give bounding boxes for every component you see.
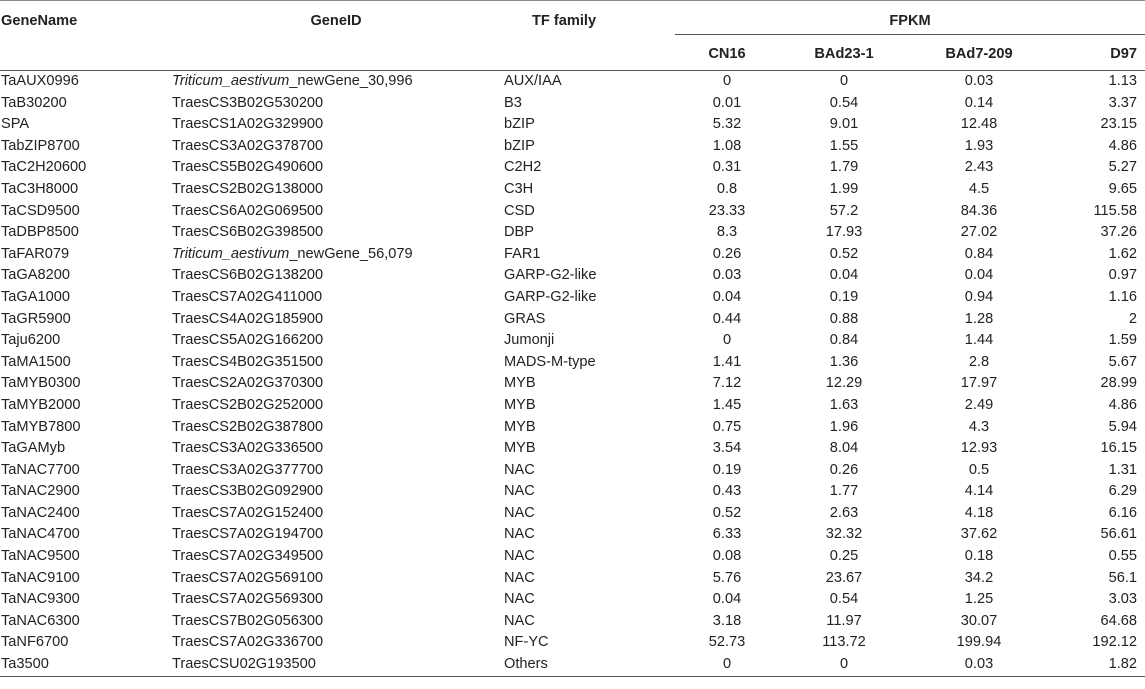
fpkm-d97-cell: 0.97 [1108,267,1138,284]
fpkm-bad7-209-cell: 0.03 [964,656,994,673]
table-row [0,179,1145,201]
tf-family-cell: NAC [504,461,535,478]
fpkm-bad23-1-cell: 1.63 [829,396,859,413]
gene-name-cell: Ta3500 [1,656,49,673]
table-row [0,136,1145,158]
gene-id-cell [170,201,502,223]
gene-id-text: TraesCS3A02G377700 [172,461,324,478]
fpkm-bad7-209-cell: 1.44 [964,332,994,349]
gene-name-cell: TaGA1000 [1,288,70,305]
header-bad23-1: BAd23-1 [814,45,874,62]
fpkm-cn16-cell: 8.3 [716,224,738,241]
fpkm-d97-cell: 192.12 [1092,634,1138,651]
gene-id-cell [170,611,502,633]
gene-id-cell [170,481,502,503]
fpkm-cn16-cell: 0.8 [716,180,738,197]
table-row [0,395,1145,417]
table-row [0,438,1145,460]
gene-name-cell: TaCSD9500 [1,202,80,219]
fpkm-bad23-1-cell: 0 [839,656,849,673]
gene-id-text: TraesCS5A02G166200 [172,332,324,349]
fpkm-bad7-209-cell: 2.8 [968,353,990,370]
fpkm-d97-cell: 3.03 [1108,591,1138,608]
gene-name-cell: TaNAC2900 [1,483,80,500]
header-fpkm: FPKM [889,13,931,29]
fpkm-cn16-cell: 1.45 [712,396,742,413]
table-row [0,352,1145,374]
fpkm-cn16-cell: 0 [722,73,732,89]
fpkm-cn16-cell: 0.44 [712,310,742,327]
fpkm-d97-cell: 1.62 [1108,245,1138,262]
fpkm-bad7-209-cell: 1.93 [964,137,994,154]
fpkm-bad23-1-cell: 11.97 [826,612,862,629]
header-tf-family: TF family [532,13,597,29]
gene-id-cell [170,93,502,115]
fpkm-bad23-1-cell: 0.54 [829,94,859,111]
fpkm-cn16-cell: 6.33 [712,526,742,543]
table-row [0,503,1145,525]
fpkm-bad23-1-cell: 9.01 [829,116,859,133]
gene-id-text: _newGene_30,996 [289,73,413,89]
tf-family-cell: NAC [504,591,535,608]
gene-name-cell: Taju6200 [1,332,61,349]
fpkm-bad7-209-cell: 4.18 [964,504,994,521]
fpkm-bad23-1-cell: 17.93 [825,224,863,241]
gene-id-cell [170,352,502,374]
fpkm-bad23-1-cell: 0.84 [829,332,859,349]
fpkm-bad7-209-cell: 17.97 [960,375,998,392]
table-row [0,222,1145,244]
table-row [0,568,1145,590]
gene-name-cell: TaNAC2400 [1,504,80,521]
fpkm-d97-cell: 1.31 [1108,461,1138,478]
fpkm-bad7-209-cell: 37.62 [960,526,998,543]
tf-family-cell: NAC [504,612,535,629]
gene-id-text: TraesCSU02G193500 [172,656,316,673]
fpkm-bad7-209-cell: 4.5 [968,180,990,197]
gene-id-species: Triticum_aestivum [172,245,290,262]
header-gene-id: GeneID [310,13,362,29]
fpkm-d97-cell: 1.59 [1108,332,1138,349]
gene-id-cell [170,460,502,482]
gene-id-text: TraesCS3B02G530200 [172,94,324,111]
gene-id-text: TraesCS5B02G490600 [172,159,324,176]
gene-name-cell: TaMYB0300 [1,375,81,392]
fpkm-bad7-209-cell: 1.25 [964,591,994,608]
fpkm-bad23-1-cell: 0.04 [829,267,859,284]
gene-id-cell [170,136,502,158]
fpkm-d97-cell: 37.26 [1100,224,1138,241]
fpkm-bad23-1-cell: 113.72 [822,634,866,651]
fpkm-bad23-1-cell: 1.77 [829,483,859,500]
fpkm-d97-cell: 6.29 [1108,483,1138,500]
gene-id-text: TraesCS1A02G329900 [172,116,324,133]
gene-name-cell: TaNAC9100 [1,569,80,586]
fpkm-bad23-1-cell: 1.36 [829,353,859,370]
table-row [0,481,1145,503]
gene-name-cell: TaGA8200 [1,267,70,284]
gene-id-text: TraesCS3A02G378700 [172,137,324,154]
gene-id-text: TraesCS7A02G569300 [172,591,324,608]
tf-family-cell: MYB [504,418,536,435]
fpkm-bad7-209-cell: 2.49 [964,396,994,413]
tf-family-cell: NAC [504,548,535,565]
fpkm-cn16-cell: 0.01 [712,94,742,111]
gene-id-text: TraesCS3A02G336500 [172,440,324,457]
table-row [0,373,1145,395]
gene-id-cell [170,373,502,395]
fpkm-bad23-1-cell: 8.04 [829,440,859,457]
fpkm-bad23-1-cell: 12.29 [825,375,863,392]
fpkm-cn16-cell: 0.03 [712,267,742,284]
gene-id-cell [170,589,502,611]
tf-family-cell: NF-YC [504,634,549,651]
tf-family-cell: DBP [504,224,535,241]
fpkm-d97-cell: 5.94 [1108,418,1138,435]
gene-id-cell [170,330,502,352]
gene-name-cell: TaGAMyb [1,440,66,457]
fpkm-bad7-209-cell: 0.84 [964,245,994,262]
tf-family-cell: GRAS [504,310,546,327]
fpkm-bad7-209-cell: 34.2 [964,569,994,586]
fpkm-bad7-209-cell: 0.94 [964,288,994,305]
tf-family-cell: Others [504,656,548,673]
tf-family-cell: MYB [504,396,536,413]
gene-name-cell: TaNAC4700 [1,526,80,543]
gene-name-cell: TabZIP8700 [1,137,80,154]
fpkm-d97-cell: 56.61 [1100,526,1138,543]
fpkm-d97-cell: 1.13 [1108,73,1138,89]
fpkm-bad7-209-cell: 4.14 [964,483,994,500]
fpkm-d97-cell: 0.55 [1108,548,1138,565]
tf-family-cell: MYB [504,440,536,457]
table-row [0,589,1145,611]
gene-id-cell [170,654,502,676]
fpkm-bad7-209-cell: 30.07 [960,612,998,629]
fpkm-cn16-cell: 3.18 [712,612,742,629]
gene-id-cell [170,546,502,568]
gene-id-cell [170,417,502,439]
tf-family-cell: NAC [504,526,535,543]
header-row-1 [0,1,1145,36]
gene-id-text: TraesCS7A02G411000 [172,288,323,305]
table-row [0,611,1145,633]
gene-name-cell: TaAUX0996 [1,73,79,89]
gene-name-cell: TaC2H20600 [1,159,87,176]
tf-family-cell: AUX/IAA [504,73,562,89]
gene-id-cell [170,632,502,654]
gene-id-text: TraesCS3B02G092900 [172,483,324,500]
fpkm-bad23-1-cell: 23.67 [825,569,863,586]
gene-id-text: TraesCS6B02G138200 [172,267,324,284]
fpkm-cn16-cell: 5.32 [712,116,742,133]
fpkm-bad23-1-cell: 0.88 [829,310,859,327]
fpkm-cn16-cell: 3.54 [712,440,742,457]
tf-family-cell: C2H2 [504,159,542,176]
gene-id-text: TraesCS7A02G194700 [172,526,324,543]
gene-name-cell: TaNAC6300 [1,612,80,629]
gene-name-cell: TaNAC7700 [1,461,80,478]
fpkm-bad23-1-cell: 32.32 [825,526,863,543]
fpkm-cn16-cell: 1.41 [712,353,742,370]
fpkm-cn16-cell: 0.26 [712,245,742,262]
fpkm-d97-cell: 5.27 [1108,159,1138,176]
fpkm-d97-cell: 1.16 [1108,288,1138,305]
fpkm-d97-cell: 23.15 [1100,116,1138,133]
tf-family-cell: FAR1 [504,245,541,262]
fpkm-cn16-cell: 52.73 [708,634,746,651]
tf-family-cell: C3H [504,180,534,197]
gene-name-cell: TaMA1500 [1,353,71,370]
fpkm-cn16-cell: 0.75 [712,418,742,435]
tf-family-cell: MADS-M-type [504,353,596,370]
fpkm-d97-cell: 4.86 [1108,396,1138,413]
tf-family-cell: NAC [504,483,535,500]
header-d97: D97 [1110,45,1138,62]
fpkm-bad7-209-cell: 199.94 [956,634,1002,651]
fpkm-bad23-1-cell: 1.99 [829,180,859,197]
fpkm-bad7-209-cell: 0.04 [964,267,994,284]
fpkm-bad7-209-cell: 4.3 [968,418,990,435]
fpkm-bad23-1-cell: 0 [839,73,849,89]
fpkm-cn16-cell: 0.04 [712,591,742,608]
fpkm-bad7-209-cell: 0.18 [964,548,994,565]
gene-id-cell [170,395,502,417]
table-row [0,460,1145,482]
header-cn16: CN16 [708,45,746,62]
gene-id-cell [170,157,502,179]
table-row [0,309,1145,331]
tf-family-cell: GARP-G2-like [504,267,597,284]
table-row [0,265,1145,287]
fpkm-d97-cell: 115.58 [1093,202,1138,219]
fpkm-d97-cell: 1.82 [1108,656,1138,673]
gene-id-text: TraesCS6A02G069500 [172,202,324,219]
fpkm-bad7-209-cell: 12.48 [960,116,998,133]
gene-name-cell: TaMYB2000 [1,396,81,413]
gene-id-text: TraesCS7A02G569100 [172,569,324,586]
fpkm-bad7-209-cell: 1.28 [964,310,994,327]
fpkm-bad7-209-cell: 0.03 [964,73,994,89]
table-row [0,632,1145,654]
fpkm-d97-cell: 2 [1128,310,1138,327]
fpkm-d97-cell: 3.37 [1108,94,1138,111]
gene-id-cell [170,568,502,590]
fpkm-bad23-1-cell: 2.63 [829,504,859,521]
fpkm-cn16-cell: 5.76 [712,569,742,586]
fpkm-bad23-1-cell: 57.2 [829,202,859,219]
header-gene-name: GeneName [1,13,78,29]
gene-id-text: TraesCS4B02G351500 [172,353,324,370]
gene-id-text: _newGene_56,079 [289,245,413,262]
gene-name-cell: TaGR5900 [1,310,71,327]
gene-name-cell: SPA [1,116,30,133]
fpkm-d97-cell: 16.15 [1100,440,1138,457]
gene-id-text: TraesCS7A02G349500 [172,548,324,565]
gene-name-cell: TaDBP8500 [1,224,79,241]
gene-id-text: TraesCS6B02G398500 [172,224,324,241]
fpkm-cn16-cell: 0.43 [712,483,742,500]
fpkm-bad23-1-cell: 1.55 [829,137,859,154]
table-row [0,546,1145,568]
fpkm-cn16-cell: 23.33 [708,202,746,219]
table-row [0,330,1145,352]
fpkm-cn16-cell: 0 [722,332,732,349]
fpkm-cn16-cell: 7.12 [712,375,742,392]
gene-id-cell [170,503,502,525]
table-row [0,93,1145,115]
fpkm-bad7-209-cell: 27.02 [960,224,998,241]
table-row [0,157,1145,179]
gene-name-cell: TaNAC9500 [1,548,80,565]
fpkm-d97-cell: 28.99 [1100,375,1138,392]
table-row [0,71,1145,93]
tf-family-cell: bZIP [504,137,535,154]
gene-id-cell [170,287,502,309]
gene-name-cell: TaB30200 [1,94,67,111]
fpkm-bad7-209-cell: 2.43 [964,159,994,176]
gene-id-cell [170,244,502,266]
gene-name-cell: TaNF6700 [1,634,69,651]
header-row-2 [0,36,1145,71]
gene-id-text: TraesCS7A02G152400 [172,504,324,521]
fpkm-cn16-cell: 0 [722,656,732,673]
table-row [0,524,1145,546]
fpkm-bad7-209-cell: 0.14 [964,94,994,111]
gene-id-text: TraesCS2A02G370300 [172,375,324,392]
gene-id-text: TraesCS2B02G387800 [172,418,324,435]
fpkm-d97-cell: 4.86 [1108,137,1138,154]
header-bad7-209: BAd7-209 [945,45,1013,62]
tf-family-cell: NAC [504,504,535,521]
fpkm-cn16-cell: 0.04 [712,288,742,305]
fpkm-cn16-cell: 1.08 [712,137,742,154]
fpkm-bad23-1-cell: 0.26 [829,461,859,478]
gene-id-cell [170,265,502,287]
fpkm-cn16-cell: 0.52 [712,504,742,521]
tf-family-cell: MYB [504,375,536,392]
fpkm-bad7-209-cell: 12.93 [960,440,998,457]
fpkm-d97-cell: 6.16 [1108,504,1138,521]
table-row [0,417,1145,439]
fpkm-bad7-209-cell: 84.36 [960,202,998,219]
table-row [0,244,1145,266]
fpkm-bad23-1-cell: 0.52 [829,245,859,262]
fpkm-header-rule [675,34,1145,35]
tf-family-cell: B3 [504,94,522,111]
tf-family-cell: Jumonji [504,332,555,349]
tf-family-cell: bZIP [504,116,535,133]
gene-name-cell: TaNAC9300 [1,591,80,608]
tf-family-cell: CSD [504,202,535,219]
tf-family-cell: GARP-G2-like [504,288,597,305]
fpkm-bad23-1-cell: 0.19 [829,288,859,305]
fpkm-cn16-cell: 0.31 [712,159,742,176]
gene-id-text: TraesCS2B02G252000 [172,396,324,413]
fpkm-cn16-cell: 0.08 [712,548,742,565]
fpkm-bad23-1-cell: 1.96 [829,418,859,435]
table-row [0,114,1145,136]
gene-id-text: TraesCS7B02G056300 [172,612,324,629]
table-row [0,654,1145,676]
table-body [0,71,1145,677]
gene-id-cell [170,114,502,136]
fpkm-d97-cell: 9.65 [1108,180,1138,197]
fpkm-bad23-1-cell: 0.25 [829,548,859,565]
fpkm-d97-cell: 64.68 [1100,612,1138,629]
gene-id-cell [170,524,502,546]
gene-id-cell [170,179,502,201]
tf-family-cell: NAC [504,569,535,586]
gene-id-text: TraesCS2B02G138000 [172,180,324,197]
gene-name-cell: TaFAR079 [1,245,70,262]
gene-name-cell: TaMYB7800 [1,418,81,435]
fpkm-d97-cell: 56.1 [1108,569,1138,586]
fpkm-bad23-1-cell: 0.54 [829,591,859,608]
gene-id-text: TraesCS7A02G336700 [172,634,324,651]
fpkm-bad23-1-cell: 1.79 [829,159,859,176]
gene-id-species: Triticum_aestivum [172,73,290,89]
gene-id-cell [170,222,502,244]
fpkm-cn16-cell: 0.19 [712,461,742,478]
gene-id-cell [170,438,502,460]
fpkm-d97-cell: 5.67 [1108,353,1138,370]
gene-id-cell [170,309,502,331]
table-row [0,287,1145,309]
gene-name-cell: TaC3H8000 [1,180,79,197]
fpkm-bad7-209-cell: 0.5 [968,461,990,478]
gene-id-cell [170,71,502,93]
table-row [0,201,1145,223]
gene-id-text: TraesCS4A02G185900 [172,310,324,327]
